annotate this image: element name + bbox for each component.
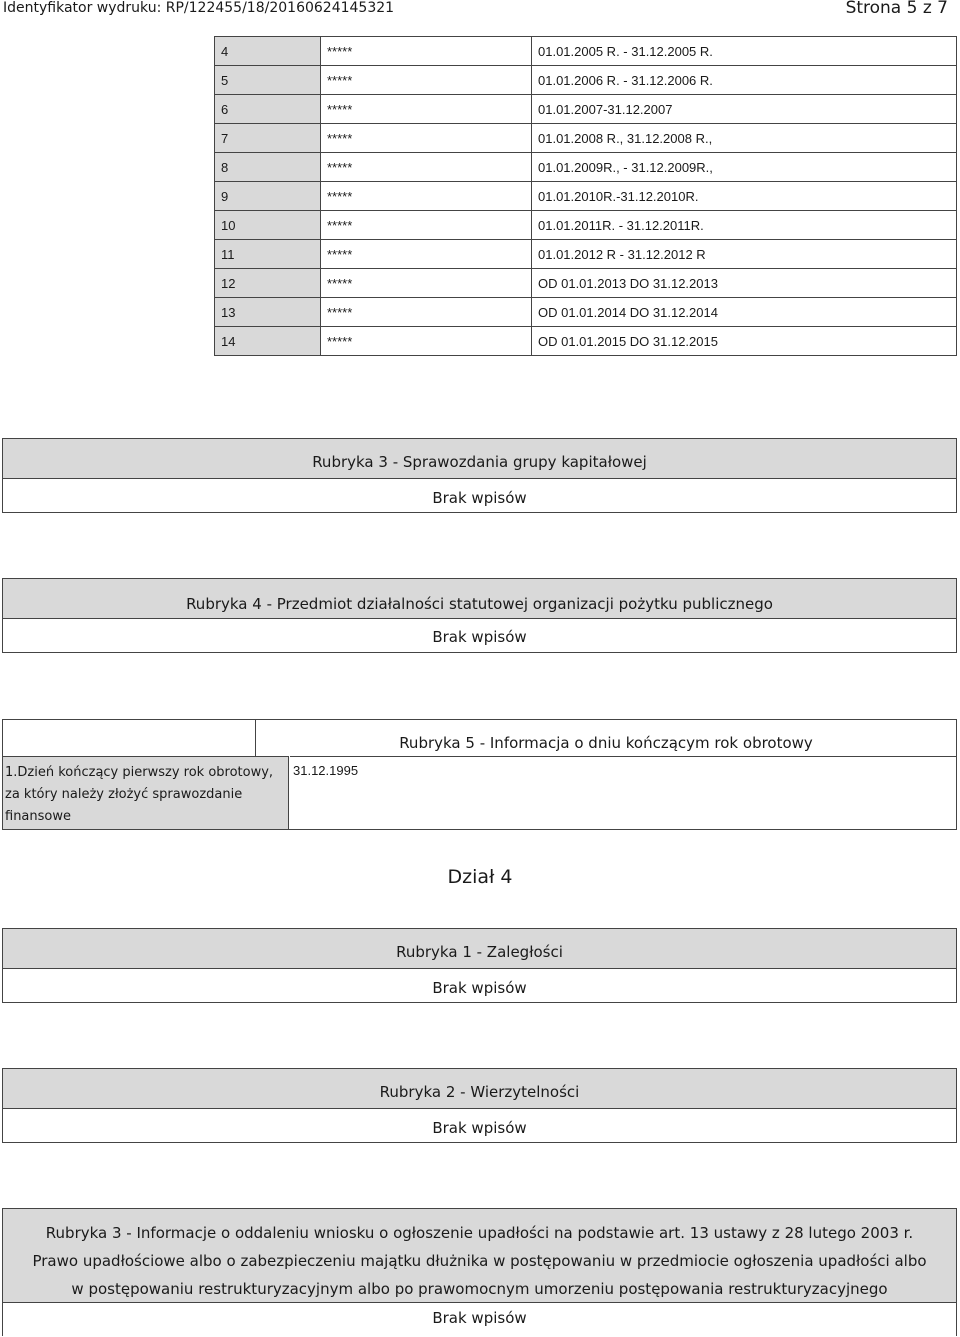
rubryka-4-section: [2, 578, 957, 653]
row-masked-value: *****: [321, 66, 532, 95]
dzial-4-rubryka-2-empty: Brak wpisów: [3, 1108, 956, 1142]
table-row: [215, 182, 957, 211]
dzial-4-rubryka-2-title: Rubryka 2 - Wierzytelności: [379, 1083, 580, 1101]
dzial-4-rubryka-3-title-line: Rubryka 3 - Informacje o oddaleniu wniosku o ogłoszenie upadłości na podstawie art. 13 ustawy z 28 lutego 2003 r.: [45, 1224, 914, 1242]
table-row: [215, 211, 957, 240]
rubryka-3-empty: Brak wpisów: [3, 478, 956, 512]
row-masked-value: *****: [321, 153, 532, 182]
row-period: 01.01.2007-31.12.2007: [532, 95, 957, 124]
row-period: 01.01.2009R., - 31.12.2009R.,: [532, 153, 957, 182]
row-number: 7: [215, 124, 321, 153]
row-number: 11: [215, 240, 321, 269]
row-masked-value: *****: [321, 298, 532, 327]
row-masked-value: *****: [321, 124, 532, 153]
row-number: 9: [215, 182, 321, 211]
rubryka-3-title: Rubryka 3 - Sprawozdania grupy kapitałowej: [312, 453, 647, 471]
table-row: [215, 124, 957, 153]
row-masked-value: *****: [321, 240, 532, 269]
row-period: 01.01.2006 R. - 31.12.2006 R.: [532, 66, 957, 95]
rubryka-5-title: Rubryka 5 - Informacja o dniu kończącym rok obrotowy: [255, 720, 956, 756]
row-masked-value: *****: [321, 269, 532, 298]
table-row: [215, 95, 957, 124]
table-row: [215, 327, 957, 356]
rubryka-5-label-line: finansowe: [5, 809, 71, 824]
rubryka-5-label-line: 1.Dzień kończący pierwszy rok obrotowy,: [5, 765, 274, 780]
row-number: 6: [215, 95, 321, 124]
row-period: OD 01.01.2015 DO 31.12.2015: [532, 327, 957, 356]
table-row: [215, 66, 957, 95]
table-row: [215, 153, 957, 182]
rubryka-5-label: [3, 756, 289, 829]
row-period: OD 01.01.2013 DO 31.12.2013: [532, 269, 957, 298]
row-number: 4: [215, 37, 321, 66]
rubryka-5-label-line: za który należy złożyć sprawozdanie: [5, 787, 243, 802]
dzial-4-rubryka-3-section: [2, 1208, 957, 1336]
dzial-4-rubryka-1-title: Rubryka 1 - Zaległości: [396, 943, 563, 961]
dzial-4-rubryka-3-title-line: w postępowaniu restrukturyzacyjnym albo po prawomocnym umorzeniu postępowania restrukturyzacyjnego: [71, 1280, 888, 1298]
row-period: 01.01.2011R. - 31.12.2011R.: [532, 211, 957, 240]
row-period: 01.01.2005 R. - 31.12.2005 R.: [532, 37, 957, 66]
rubryka-5-value: 31.12.1995: [290, 756, 956, 829]
rubryka-5-section: [2, 719, 957, 830]
rubryka-3-section: [2, 438, 957, 513]
row-number: 5: [215, 66, 321, 95]
row-number: 10: [215, 211, 321, 240]
table-row: [215, 269, 957, 298]
row-masked-value: *****: [321, 211, 532, 240]
row-number: 14: [215, 327, 321, 356]
table-row: [215, 240, 957, 269]
dzial-4-rubryka-2-section: [2, 1068, 957, 1143]
dzial-4-rubryka-1-empty: Brak wpisów: [3, 968, 956, 1002]
dzial-4-rubryka-1-section: [2, 928, 957, 1003]
row-number: 12: [215, 269, 321, 298]
print-identifier: Identyfikator wydruku: RP/122455/18/20160624145321: [3, 0, 395, 16]
dzial-4-rubryka-3-title-line: Prawo upadłościowe albo o zabezpieczeniu majątku dłużnika w postępowaniu w przedmiocie ogłoszenia upadłości albo: [32, 1252, 927, 1270]
rubryka-4-title: Rubryka 4 - Przedmiot działalności statutowej organizacji pożytku publicznego: [186, 595, 773, 613]
row-period: 01.01.2008 R., 31.12.2008 R.,: [532, 124, 957, 153]
periods-table: [214, 36, 957, 356]
row-period: 01.01.2010R.-31.12.2010R.: [532, 182, 957, 211]
row-masked-value: *****: [321, 95, 532, 124]
dzial-4-rubryka-3-empty: Brak wpisów: [3, 1302, 956, 1337]
table-row: [215, 298, 957, 327]
dzial-4-rubryka-3-title: [3, 1209, 956, 1302]
row-period: 01.01.2012 R - 31.12.2012 R: [532, 240, 957, 269]
row-period: OD 01.01.2014 DO 31.12.2014: [532, 298, 957, 327]
row-masked-value: *****: [321, 327, 532, 356]
page-number: Strona 5 z 7: [845, 0, 948, 18]
row-number: 8: [215, 153, 321, 182]
table-row: [215, 37, 957, 66]
dzial-4-heading: Dział 4: [447, 866, 513, 888]
row-masked-value: *****: [321, 182, 532, 211]
rubryka-4-empty: Brak wpisów: [3, 618, 956, 652]
row-number: 13: [215, 298, 321, 327]
row-masked-value: *****: [321, 37, 532, 66]
